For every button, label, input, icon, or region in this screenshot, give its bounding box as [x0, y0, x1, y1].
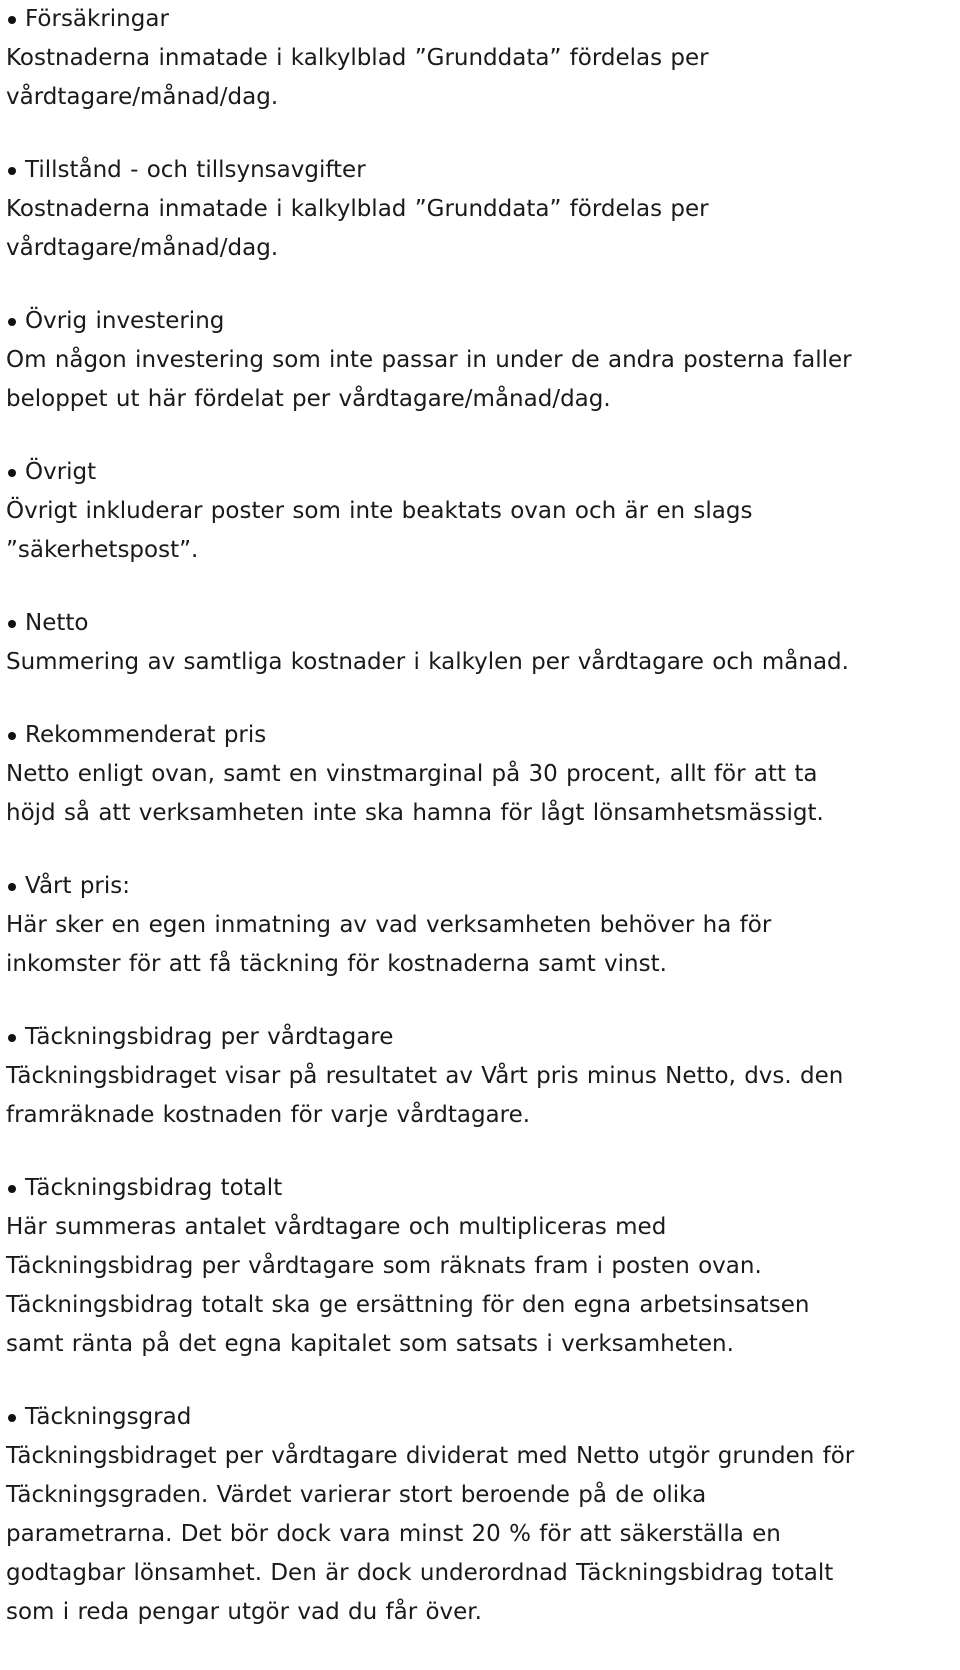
bullet-icon — [8, 1034, 16, 1042]
bullet-icon — [8, 469, 16, 477]
body-text-line: Här sker en egen inmatning av vad verksamheten behöver ha för — [6, 912, 772, 938]
list-item — [6, 1398, 956, 1632]
list-item — [6, 716, 956, 833]
section-title: Netto — [25, 610, 89, 636]
document-body — [6, 0, 956, 1666]
section-heading — [6, 151, 956, 190]
section-title: Övrig investering — [25, 308, 225, 334]
section-heading — [6, 716, 956, 755]
section-heading — [6, 1169, 956, 1208]
body-text-line: Kostnaderna inmatade i kalkylblad ”Grunddata” fördelas per — [6, 196, 709, 222]
bullet-icon — [8, 1185, 16, 1193]
list-item — [6, 604, 956, 682]
body-text-line: framräknade kostnaden för varje vårdtagare. — [6, 1102, 531, 1128]
list-item — [6, 453, 956, 570]
section-title: Tillstånd - och tillsynsavgifter — [25, 157, 366, 183]
body-text-line: Kostnaderna inmatade i kalkylblad ”Grunddata” fördelas per — [6, 45, 709, 71]
body-text-line: Summering av samtliga kostnader i kalkylen per vårdtagare och månad. — [6, 649, 849, 675]
section-title: Täckningsgrad — [25, 1404, 192, 1430]
bullet-icon — [8, 732, 16, 740]
section-heading — [6, 867, 956, 906]
section-heading — [6, 1018, 956, 1057]
section-heading — [6, 453, 956, 492]
body-text-line: Täckningsbidrag totalt ska ge ersättning för den egna arbetsinsatsen — [6, 1292, 810, 1318]
body-text-line: vårdtagare/månad/dag. — [6, 84, 279, 110]
body-text-line: Om någon investering som inte passar in under de andra posterna faller — [6, 347, 852, 373]
body-text-line: vårdtagare/månad/dag. — [6, 235, 279, 261]
bullet-icon — [8, 883, 16, 891]
body-text-line: beloppet ut här fördelat per vårdtagare/månad/dag. — [6, 386, 611, 412]
bullet-icon — [8, 16, 16, 24]
list-item — [6, 151, 956, 268]
bullet-icon — [8, 1414, 16, 1422]
list-item — [6, 0, 956, 117]
body-text-line: Täckningsbidrag per vårdtagare som räknats fram i posten ovan. — [6, 1253, 762, 1279]
body-text-line: Övrigt inkluderar poster som inte beaktats ovan och är en slags — [6, 498, 753, 524]
section-title: Övrigt — [25, 459, 97, 485]
body-text-line: Netto enligt ovan, samt en vinstmarginal på 30 procent, allt för att ta — [6, 761, 818, 787]
body-text-line: ”säkerhetspost”. — [6, 537, 199, 563]
bullet-icon — [8, 318, 16, 326]
body-text-line: som i reda pengar utgör vad du får över. — [6, 1599, 482, 1625]
body-text-line: inkomster för att få täckning för kostnaderna samt vinst. — [6, 951, 667, 977]
body-text-line: godtagbar lönsamhet. Den är dock underordnad Täckningsbidrag totalt — [6, 1560, 834, 1586]
bullet-icon — [8, 620, 16, 628]
bullet-icon — [8, 167, 16, 175]
list-item — [6, 867, 956, 984]
body-text-line: Täckningsgraden. Värdet varierar stort beroende på de olika — [6, 1482, 707, 1508]
section-title: Rekommenderat pris — [25, 722, 267, 748]
body-text-line: parametrarna. Det bör dock vara minst 20 % för att säkerställa en — [6, 1521, 781, 1547]
section-heading — [6, 302, 956, 341]
list-item — [6, 1018, 956, 1135]
section-title: Vårt pris: — [25, 873, 131, 899]
body-text-line: höjd så att verksamheten inte ska hamna för lågt lönsamhetsmässigt. — [6, 800, 824, 826]
body-text-line: samt ränta på det egna kapitalet som satsats i verksamheten. — [6, 1331, 734, 1357]
section-heading — [6, 0, 956, 39]
body-text-line: Här summeras antalet vårdtagare och multipliceras med — [6, 1214, 667, 1240]
section-title: Försäkringar — [25, 6, 169, 32]
section-heading — [6, 1398, 956, 1437]
body-text-line: Täckningsbidraget per vårdtagare dividerat med Netto utgör grunden för — [6, 1443, 855, 1469]
section-title: Täckningsbidrag totalt — [25, 1175, 283, 1201]
list-item — [6, 302, 956, 419]
section-title: Täckningsbidrag per vårdtagare — [25, 1024, 394, 1050]
body-text-line: Täckningsbidraget visar på resultatet av Vårt pris minus Netto, dvs. den — [6, 1063, 844, 1089]
list-item — [6, 1169, 956, 1364]
section-heading — [6, 604, 956, 643]
